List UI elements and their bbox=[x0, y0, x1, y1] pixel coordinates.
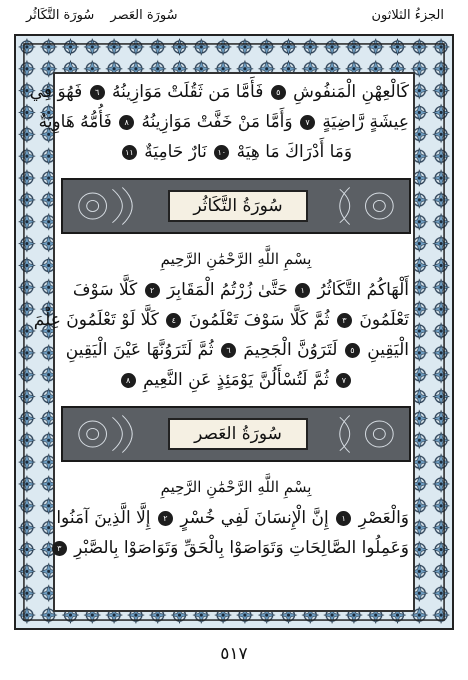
ayah-marker: ٥ bbox=[271, 85, 286, 100]
surah-titles bbox=[20, 8, 184, 23]
verse-line: وَالْعَصْرِ ١ إِنَّ الْإِنسَانَ لَفِي خُسْرٍ ٢ إِلَّا الَّذِينَ آمَنُوا bbox=[56, 508, 409, 528]
ayah-marker: ٨ bbox=[121, 373, 136, 388]
verse-line: كَالْعِهْنِ الْمَنفُوشِ ٥ فَأَمَّا مَن ثَقُلَتْ مَوَازِينُهُ ٦ فَهُوَ فِي bbox=[29, 82, 409, 102]
juz-title: الجزءُ الثلاثون bbox=[371, 8, 444, 23]
surah-banner-asr bbox=[61, 406, 411, 462]
basmala: بِسْمِ اللَّهِ الرَّحْمَٰنِ الرَّحِيمِ bbox=[160, 478, 312, 496]
verse-line: عِيشَةٍ رَّاضِيَةٍ ٧ وَأَمَّا مَنْ خَفَّتْ مَوَازِينُهُ ٨ فَأُمُّهُ هَاوِيَةٌ bbox=[38, 112, 409, 132]
ayah-marker: ٤ bbox=[166, 313, 181, 328]
ayah-marker: ٦ bbox=[90, 85, 105, 100]
surah-title-right: سُورَة التَّكَاثُر bbox=[26, 8, 95, 23]
text-panel bbox=[29, 72, 415, 612]
verse-line: وَمَا أَدْرَاكَ مَا هِيَهْ ١٠ نَارٌ حَامِيَةٌ ١١ bbox=[63, 142, 409, 162]
ayah-marker: ٢ bbox=[158, 511, 173, 526]
surah-banner-takathur bbox=[61, 178, 411, 234]
verse-line: ٧ ثُمَّ لَتُسْأَلُنَّ يَوْمَئِذٍ عَنِ النَّعِيمِ ٨ bbox=[63, 370, 409, 390]
ayah-marker: ٢ bbox=[145, 283, 160, 298]
ayah-marker: ١ bbox=[295, 283, 310, 298]
verse-line: وَعَمِلُوا الصَّالِحَاتِ وَتَوَاصَوْا بِالْحَقِّ وَتَوَاصَوْا بِالصَّبْرِ ٣ bbox=[63, 538, 409, 558]
ayah-marker: ١٠ bbox=[214, 145, 229, 160]
verse-line: الْيَقِينِ ٥ لَتَرَوُنَّ الْجَحِيمَ ٦ ثُمَّ لَتَرَوُنَّهَا عَيْنَ الْيَقِينِ bbox=[65, 340, 409, 360]
verse-line: تَعْلَمُونَ ٣ ثُمَّ كَلَّا سَوْفَ تَعْلَمُونَ ٤ كَلَّا لَوْ تَعْلَمُونَ عِلْمَ bbox=[33, 310, 409, 330]
ayah-marker: ١١ bbox=[122, 145, 137, 160]
ayah-marker: ٣ bbox=[337, 313, 352, 328]
ayah-marker: ٨ bbox=[119, 115, 134, 130]
page-number: ٥١٧ bbox=[220, 644, 248, 664]
page-header bbox=[0, 0, 468, 36]
surah-title-left: سُورَة العَصر bbox=[110, 8, 178, 23]
ayah-marker: ٦ bbox=[221, 343, 236, 358]
surah-title: سُورَةُ التَّكَاثُر bbox=[168, 190, 308, 222]
ayah-marker: ٧ bbox=[300, 115, 315, 130]
verse-line: أَلْهَاكُمُ التَّكَاثُرُ ١ حَتَّىٰ زُرْتُمُ الْمَقَابِرَ ٢ كَلَّا سَوْفَ bbox=[72, 280, 409, 300]
ayah-marker: ٥ bbox=[345, 343, 360, 358]
surah-title: سُورَةُ العَصر bbox=[168, 418, 308, 450]
ayah-marker: ٣ bbox=[52, 541, 67, 556]
ayah-marker: ١ bbox=[336, 511, 351, 526]
basmala: بِسْمِ اللَّهِ الرَّحْمَٰنِ الرَّحِيمِ bbox=[160, 250, 312, 268]
ayah-marker: ٧ bbox=[336, 373, 351, 388]
